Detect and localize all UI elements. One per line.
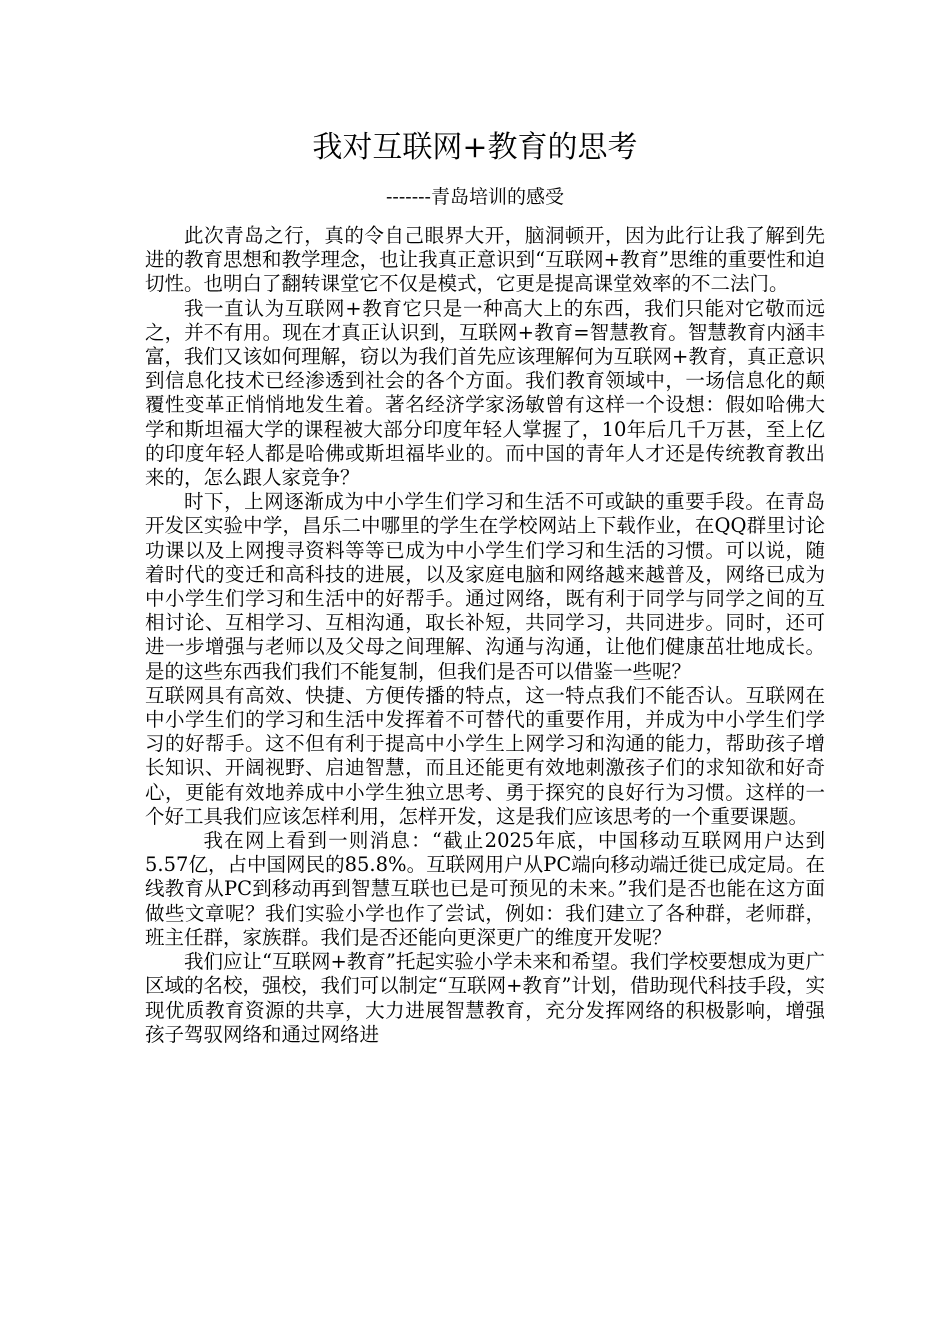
paragraph-6: 我们应让“互联网+教育”托起实验小学未来和希望。我们学校要想成为更广区域的名校，强校，我们可以制定“互联网+教育”计划，借助现代科技手段，实现优质教育资源的共享，大力进展智慧教育，充分发挥网络的积极影响，增强孩子驾驭网络和通过网络进 [145,950,825,1046]
paragraph-5: 我在网上看到一则消息：“截止2025年底，中国移动互联网用户达到5.57亿，占中国网民的85.8%。互联网用户从PC端向移动端迁徙已成定局。在线教育从PC到移动再到智慧互联也已是可预见的未来。”我们是否也能在这方面做些文章呢？我们实验小学也作了尝试，例如：我们建立了各种群，老师群，班主任群，家族群。我们是否还能向更深更广的维度开发呢？ [145,829,825,949]
paragraph-3: 时下，上网逐渐成为中小学生们学习和生活不可或缺的重要手段。在青岛开发区实验中学，昌乐二中哪里的学生在学校网站上下载作业，在QQ群里讨论功课以及上网搜寻资料等等已成为中小学生们学习和生活的习惯。可以说，随着时代的变迁和高科技的进展，以及家庭电脑和网络越来越普及，网络已成为中小学生们学习和生活中的好帮手。通过网络，既有利于同学与同学之间的互相讨论、互相学习、互相沟通，取长补短，共同学习，共同进步。同时，还可进一步增强与老师以及父母之间理解、沟通与沟通，让他们健康茁壮地成长。是的这些东西我们我们不能复制，但我们是否可以借鉴一些呢？ [145,490,825,683]
document-body [145,224,825,1047]
paragraph-1: 此次青岛之行，真的令自己眼界大开，脑洞顿开，因为此行让我了解到先进的教育思想和教学理念，也让我真正意识到“互联网+教育”思维的重要性和迫切性。也明白了翻转课堂它不仅是模式，它更是提高课堂效率的不二法门。 [145,224,825,296]
paragraph-4: 互联网具有高效、快捷、方便传播的特点，这一特点我们不能否认。互联网在中小学生们的学习和生活中发挥着不可替代的重要作用，并成为中小学生们学习的好帮手。这不但有利于提高中小学生上网学习和沟通的能力，帮助孩子增长知识、开阔视野、启迪智慧，而且还能更有效地刺激孩子们的求知欲和好奇心，更能有效地养成中小学生独立思考、勇于探究的良好行为习惯。这样的一个好工具我们应该怎样利用，怎样开发，这是我们应该思考的一个重要课题。 [145,683,825,828]
document-subtitle: -------青岛培训的感受 [386,186,564,208]
document-title: 我对互联网+教育的思考 [312,130,638,165]
paragraph-2: 我一直认为互联网+教育它只是一种高大上的东西，我们只能对它敬而远之，并不有用。现在才真正认识到，互联网+教育=智慧教育。智慧教育内涵丰富，我们又该如何理解，窃以为我们首先应该理解何为互联网+教育，真正意识到信息化技术已经渗透到社会的各个方面。我们教育领域中，一场信息化的颠覆性变革正悄悄地发生着。著名经济学家汤敏曾有这样一个设想：假如哈佛大学和斯坦福大学的课程被大部分印度年轻人掌握了，10年后几千万甚，至上亿的印度年轻人都是哈佛或斯坦福毕业的。而中国的青年人才还是传统教育教出来的，怎么跟人家竞争？ [145,296,825,490]
